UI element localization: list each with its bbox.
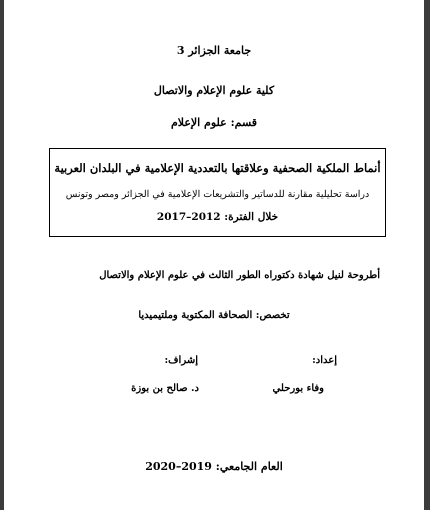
prepared-by-label: إعداد:: [312, 355, 337, 366]
faculty-name: كلية علوم الإعلام والاتصال: [153, 84, 275, 97]
prepared-by-name: وفاء بورحلي: [272, 383, 324, 394]
university-name: جامعة الجزائر 3: [176, 44, 252, 57]
document-page: [4, 0, 424, 510]
academic-year: العام الجامعي: 2019–2020: [145, 460, 283, 473]
study-period: خلال الفترة: 2012–2017: [156, 211, 279, 223]
thesis-title: أنماط الملكية الصحفية وعلاقتها بالتعددية الإعلامية في البلدان العربية: [54, 161, 381, 175]
supervisor-label: إشراف:: [164, 355, 198, 366]
thesis-subtitle: دراسة تحليلية مقارنة للدساتير والتشريعات الإعلامية في الجزائر ومصر وتونس: [65, 189, 370, 200]
supervisor-name: د. صالح بن بوزة: [131, 383, 199, 394]
department-name: قسم: علوم الإعلام: [170, 116, 258, 129]
thesis-specialty: تخصص: الصحافة المكتوبة وملتيميديا: [138, 310, 290, 321]
thesis-purpose: أطروحة لنيل شهادة دكتوراه الطور الثالث في علوم الإعلام والاتصال: [99, 270, 380, 281]
title-box: [49, 148, 386, 237]
